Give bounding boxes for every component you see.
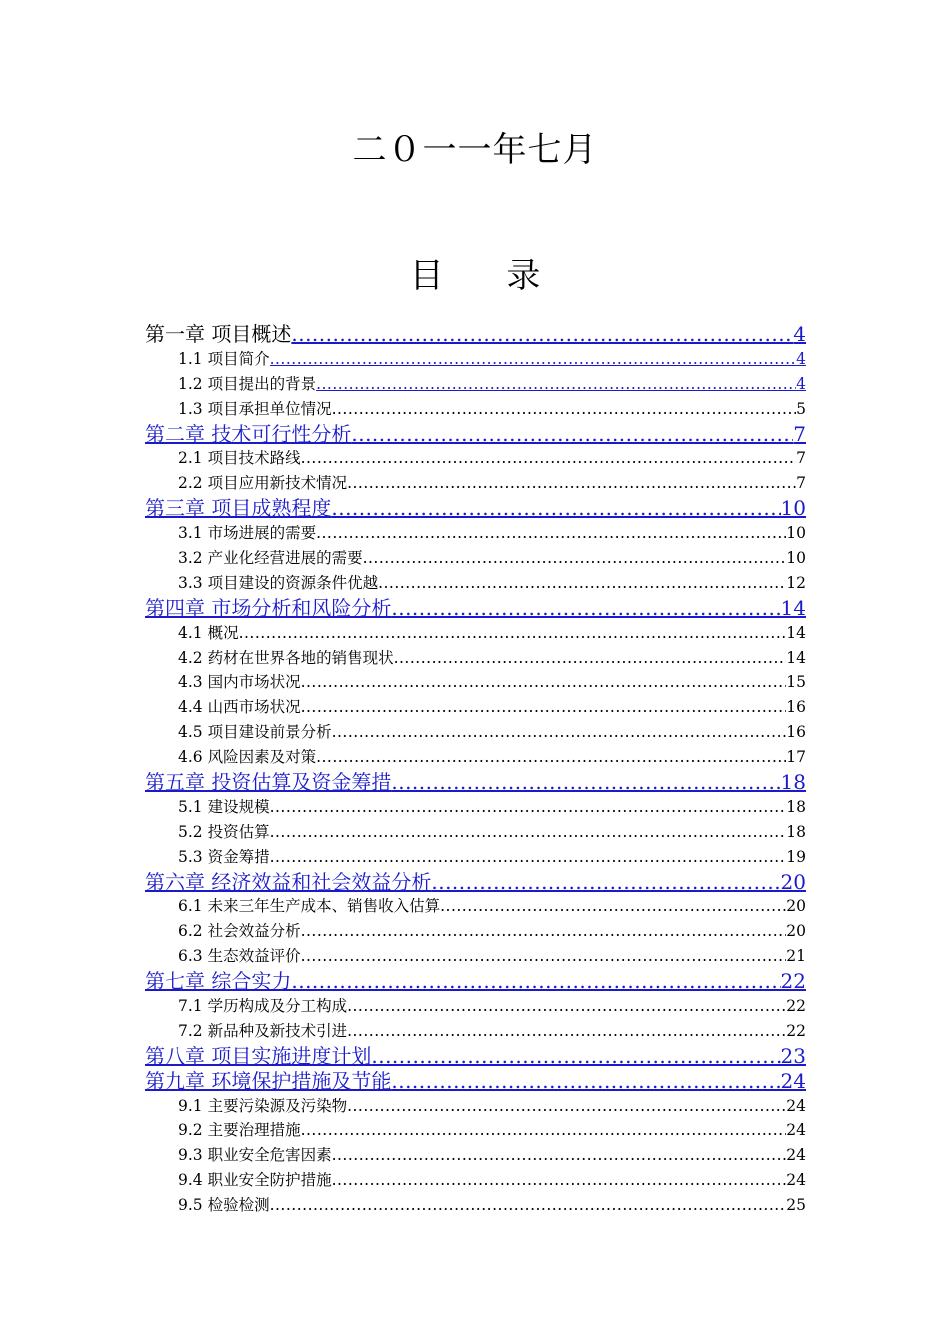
toc-entry-label: 2.1 项目技术路线 [178,449,301,468]
toc-page-number: 22 [780,969,806,994]
toc-dot-leader [431,870,780,895]
toc-entry-label: 5.3 资金筹措 [178,847,270,866]
toc-entry-label: 1.1 项目简介 [178,349,270,368]
toc-dot-leader [347,1019,786,1044]
toc-dot-leader [347,471,796,496]
toc-dot-leader [347,994,786,1019]
toc-dot-leader [270,845,787,870]
toc-entry-label: 1.2 项目提出的背景 [178,374,317,393]
toc-dot-leader [332,1168,787,1193]
toc-page-number: 14 [780,595,806,620]
toc-dot-leader [239,621,787,646]
toc-page-number: 18 [780,770,806,795]
toc-section-entry [145,1094,806,1119]
toc-dot-leader [391,770,780,795]
toc-chapter-entry[interactable] [145,422,806,447]
toc-chapter-entry[interactable] [145,496,806,521]
toc-dot-leader [301,1118,787,1143]
toc-dot-leader [371,1044,780,1069]
toc-page-number: 4 [796,349,806,368]
toc-page-number: 18 [786,797,806,816]
toc-page-number: 22 [786,1021,806,1040]
toc-chapter-entry[interactable] [145,969,806,994]
toc-section-entry [145,820,806,845]
toc-entry-label: 5.1 建设规模 [178,797,270,816]
toc-entry-label: 3.2 产业化经营进展的需要 [178,549,363,567]
toc-dot-leader [270,347,797,372]
toc-section-entry [145,695,806,720]
toc-dot-leader [270,820,787,845]
toc-dot-leader [316,521,786,546]
toc-dot-leader [332,1143,787,1168]
toc-page-number: 19 [786,847,806,866]
toc-dot-leader [316,745,786,770]
toc-dot-leader [301,919,787,944]
toc-entry-label: 3.1 市场进展的需要 [178,524,317,543]
toc-dot-leader [291,969,780,994]
toc-section-entry [145,845,806,870]
toc-section-entry [145,994,806,1019]
toc-entry-label: 第一章 项目概述 [145,321,292,346]
toc-section-entry[interactable] [145,372,806,397]
toc-dot-leader [301,695,787,720]
toc-section-entry [145,1193,806,1218]
toc-dot-leader [351,422,793,447]
toc-chapter-entry[interactable] [145,322,806,347]
toc-entry-label: 9.5 检验检测 [178,1196,270,1215]
toc-entry-label: 4.4 山西市场状况 [178,698,301,717]
toc-page-number: 7 [796,474,806,493]
toc-section-entry [145,471,806,496]
toc-section-entry [145,894,806,919]
toc-page-number: 14 [786,648,806,667]
toc-page-number: 24 [786,1121,806,1140]
toc-title: 目 录 [409,256,567,296]
toc-entry-label: 4.5 项目建设前景分析 [178,723,332,742]
toc-entry-label: 第七章 综合实力 [145,969,292,994]
toc-entry-label: 9.3 职业安全危害因素 [178,1146,332,1165]
toc-page-number: 5 [796,399,806,418]
toc-page-number: 24 [786,1171,806,1190]
toc-page-number: 12 [786,573,806,592]
toc-page-number: 20 [786,922,806,941]
toc-dot-leader [331,496,780,521]
toc-entry-label: 5.2 投资估算 [178,822,270,841]
toc-chapter-entry[interactable] [145,596,806,621]
toc-dot-leader [270,1193,787,1218]
toc-section-entry [145,795,806,820]
toc-entry-label: 6.3 生态效益评价 [178,947,301,966]
toc-dot-leader [391,1069,780,1094]
toc-section-entry [145,621,806,646]
toc-entry-label: 第六章 经济效益和社会效益分析 [145,869,432,894]
toc-chapter-entry[interactable] [145,1069,806,1094]
toc-entry-label: 7.1 学历构成及分工构成 [178,997,348,1016]
toc-dot-leader [391,596,780,621]
toc-page-number: 7 [793,421,806,446]
toc-dot-leader [440,894,786,919]
toc-dot-leader [332,720,787,745]
toc-dot-leader [332,397,797,422]
toc-entry-label: 第四章 市场分析和风险分析 [145,595,392,620]
toc-entry-label: 第五章 投资估算及资金筹措 [145,770,392,795]
toc-page-number: 20 [786,897,806,916]
toc-entry-label: 第九章 环境保护措施及节能 [145,1068,392,1093]
toc-section-entry [145,1143,806,1168]
toc-entry-label: 9.2 主要治理措施 [178,1121,301,1140]
toc-section-entry [145,944,806,969]
toc-section-entry [145,1019,806,1044]
toc-entry-label: 第三章 项目成熟程度 [145,496,332,521]
toc-section-entry [145,720,806,745]
toc-dot-leader [378,571,786,596]
toc-page-number: 22 [786,997,806,1016]
toc-page-number: 18 [786,822,806,841]
toc-entry-label: 6.1 未来三年生产成本、销售收入估算 [178,897,441,916]
toc-section-entry [145,571,806,596]
table-of-contents [145,322,806,1218]
toc-entry-label: 4.3 国内市场状况 [178,673,301,692]
toc-dot-leader [291,322,793,347]
toc-page-number: 16 [786,723,806,742]
toc-dot-leader [301,944,787,969]
toc-section-entry [145,521,806,546]
toc-page-number: 20 [780,869,806,894]
toc-chapter-entry[interactable] [145,770,806,795]
toc-entry-label: 4.2 药材在世界各地的销售现状 [178,648,394,667]
toc-page-number: 25 [786,1196,806,1215]
toc-page-number: 16 [786,698,806,717]
date-heading: 二０一一年七月 [352,130,598,170]
toc-page-number: 21 [786,947,806,966]
toc-page-number: 24 [786,1146,806,1165]
toc-page-number: 10 [786,549,806,567]
toc-dot-leader [394,646,787,671]
toc-entry-label: 9.1 主要污染源及污染物 [178,1096,348,1115]
toc-entry-label: 2.2 项目应用新技术情况 [178,474,348,493]
toc-section-entry [145,446,806,471]
toc-page-number: 15 [786,673,806,692]
toc-section-entry [145,670,806,695]
toc-entry-label: 4.1 概况 [178,623,239,642]
toc-entry-label: 4.6 风险因素及对策 [178,748,317,767]
toc-entry-label: 9.4 职业安全防护措施 [178,1171,332,1190]
toc-chapter-entry[interactable] [145,1044,806,1069]
toc-section-entry [145,919,806,944]
toc-entry-label: 7.2 新品种及新技术引进 [178,1021,348,1040]
toc-entry-label: 3.3 项目建设的资源条件优越 [178,573,379,592]
toc-page-number: 14 [786,623,806,642]
toc-section-entry[interactable] [145,347,806,372]
toc-page-number: 24 [780,1068,806,1093]
toc-page-number: 4 [793,321,806,346]
toc-page-number: 10 [786,524,806,543]
toc-dot-leader [301,670,787,695]
toc-page-number: 7 [796,449,806,468]
toc-dot-leader [363,546,787,571]
toc-section-entry [145,397,806,422]
toc-section-entry [145,745,806,770]
toc-section-entry [145,546,806,571]
toc-dot-leader [301,446,797,471]
toc-section-entry [145,1119,806,1144]
toc-page-number: 4 [796,374,806,393]
toc-entry-label: 6.2 社会效益分析 [178,922,301,941]
toc-entry-label: 第二章 技术可行性分析 [145,421,352,446]
toc-dot-leader [270,795,787,820]
toc-entry-label: 1.3 项目承担单位情况 [178,399,332,418]
toc-dot-leader [316,372,796,397]
toc-page-number: 10 [780,496,806,521]
toc-chapter-entry[interactable] [145,870,806,895]
toc-entry-label: 第八章 项目实施进度计划 [145,1043,372,1068]
toc-page-number: 17 [786,748,806,767]
toc-section-entry [145,646,806,671]
toc-page-number: 23 [780,1043,806,1068]
toc-dot-leader [347,1094,786,1119]
toc-page-number: 24 [786,1096,806,1115]
toc-section-entry [145,1168,806,1193]
